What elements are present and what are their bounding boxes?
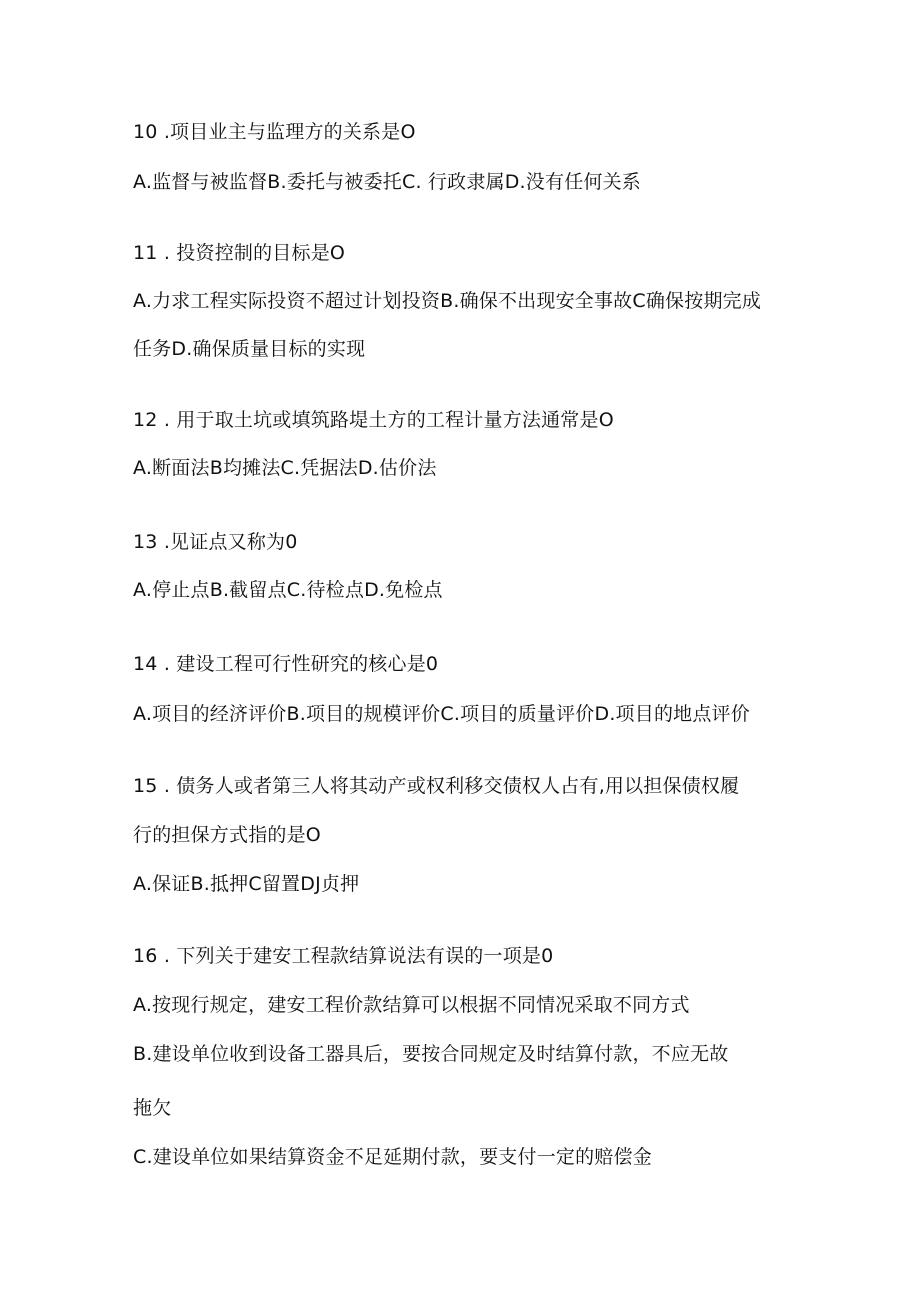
question-16-option-b-line-1: B.建设单位收到设备工器具后，要按合同规定及时结算付款，不应无故 (133, 1043, 729, 1065)
question-16-option-c: C.建设单位如果结算资金不足延期付款，要支付一定的赔偿金 (133, 1146, 652, 1168)
question-11-options-line-1: A.力求工程实际投资不超过计划投资B.确保不出现安全事故C确保按期完成 (133, 290, 762, 312)
question-12-options: A.断面法B均摊法C.凭据法D.估价法 (133, 457, 437, 479)
question-10-options: A.监督与被监督B.委托与被委托C. 行政隶属D.没有任何关系 (133, 171, 641, 193)
question-10-stem: 10 .项目业主与监理方的关系是O (133, 121, 416, 143)
question-14-stem: 14 . 建设工程可行性研究的核心是0 (133, 653, 439, 675)
question-15-stem-line-2: 行的担保方式指的是O (133, 824, 321, 846)
question-13-options: A.停止点B.截留点C.待检点D.免检点 (133, 579, 443, 601)
question-14-options: A.项目的经济评价B.项目的规模评价C.项目的质量评价D.项目的地点评价 (133, 703, 750, 725)
question-16-option-a: A.按现行规定，建安工程价款结算可以根据不同情况采取不同方式 (133, 994, 690, 1016)
question-15-stem-line-1: 15 . 债务人或者第三人将其动产或权利移交债权人占有,用以担保债权履 (133, 775, 740, 797)
question-13-stem: 13 .见证点又称为0 (133, 531, 298, 553)
question-16-stem: 16 . 下列关于建安工程款结算说法有误的一项是0 (133, 945, 554, 967)
question-11-options-line-2: 任务D.确保质量目标的实现 (133, 338, 366, 360)
question-15-options: A.保证B.抵押C留置DJ贞押 (133, 873, 360, 895)
question-16-option-b-line-2: 拖欠 (133, 1097, 172, 1119)
question-11-stem: 11 . 投资控制的目标是O (133, 242, 346, 264)
question-12-stem: 12 . 用于取土坑或填筑路堤土方的工程计量方法通常是O (133, 409, 614, 431)
